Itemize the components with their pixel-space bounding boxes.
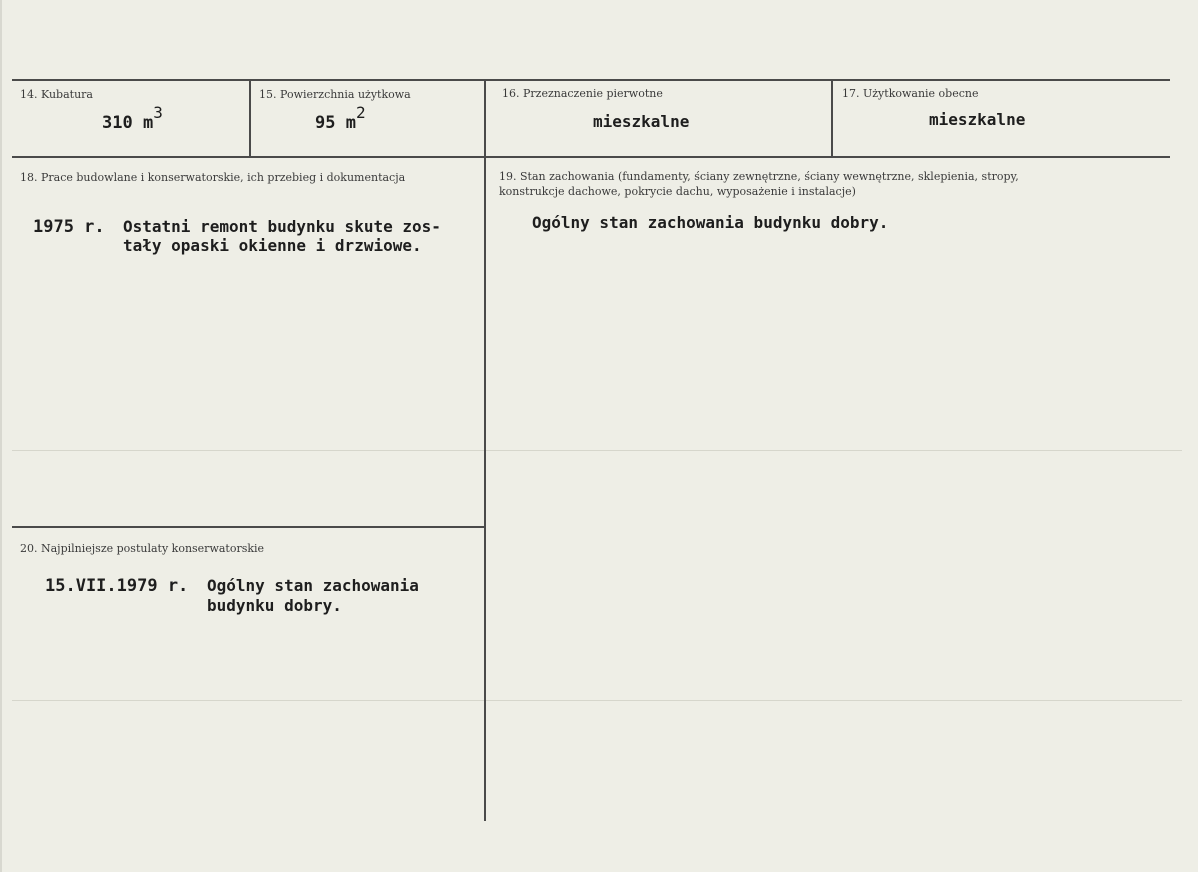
field-15-label: 15. Powierzchnia użytkowa xyxy=(259,88,411,101)
field-19-text: Ogólny stan zachowania budynku dobry. xyxy=(532,213,889,232)
field-18-line1: Ostatni remont budynku skute zos- xyxy=(123,217,441,236)
field-18-label: 18. Prace budowlane i konserwatorskie, ich przebieg i dokumentacja xyxy=(20,171,406,184)
left-split-rule xyxy=(12,526,484,528)
row-rule xyxy=(12,156,1170,158)
col-divider-14-15 xyxy=(249,79,251,158)
field-20-line2: budynku dobry. xyxy=(207,596,342,615)
field-17-label: 17. Użytkowanie obecne xyxy=(842,87,979,100)
field-19-label-line1: 19. Stan zachowania (fundamenty, ściany zewnętrzne, ściany wewnętrzne, sklepienia, stropy, xyxy=(499,170,1019,183)
faint-line xyxy=(12,450,1182,451)
top-rule xyxy=(12,79,1170,81)
field-18-line2: tały opaski okienne i drzwiowe. xyxy=(123,236,422,255)
field-19-label-line2: konstrukcje dachowe, pokrycie dachu, wyposażenie i instalacje) xyxy=(499,185,856,198)
field-16-value: mieszkalne xyxy=(593,112,690,131)
field-20-line1: Ogólny stan zachowania xyxy=(207,576,419,595)
field-17-value: mieszkalne xyxy=(929,110,1026,129)
field-20-label: 20. Najpilniejsze postulaty konserwatorskie xyxy=(20,542,265,555)
field-18-year: 1975 r. xyxy=(33,217,105,237)
col-divider-16-17 xyxy=(831,79,833,158)
field-14-label: 14. Kubatura xyxy=(20,88,93,101)
main-col-divider xyxy=(484,79,486,821)
field-16-label: 16. Przeznaczenie pierwotne xyxy=(502,87,663,100)
field-20-date: 15.VII.1979 r. xyxy=(45,576,189,596)
field-15-value: 95 m2 xyxy=(315,103,366,133)
field-14-value: 310 m3 xyxy=(102,103,163,133)
faint-line xyxy=(12,700,1182,701)
